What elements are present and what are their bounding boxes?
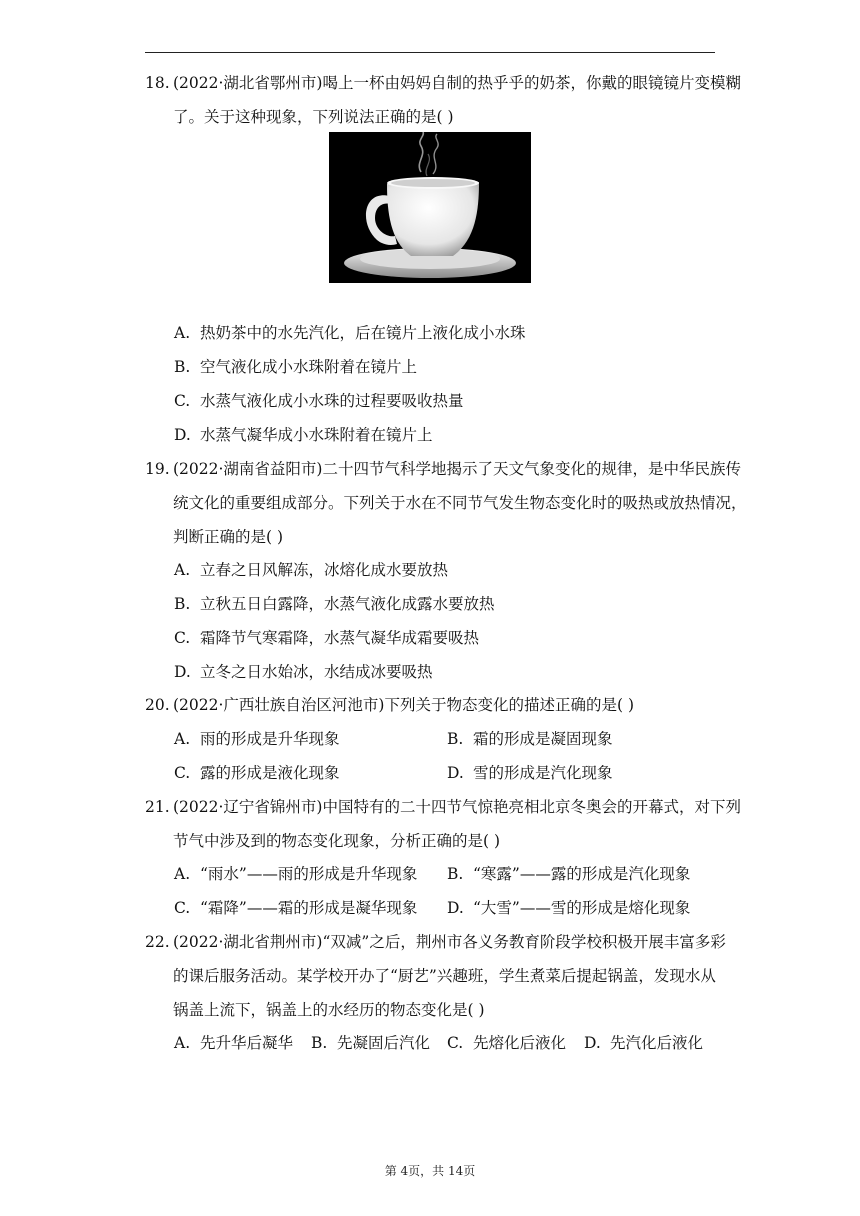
steaming-coffee-cup-icon [329, 132, 531, 283]
question-text: 了。关于这种现象，下列说法正确的是( ) [173, 108, 454, 126]
question-number: 22. [145, 933, 170, 951]
question-text: 统文化的重要组成部分。下列关于水在不同节气发生物态变化时的吸热或放热情况， [173, 494, 747, 512]
question-18-stem [145, 66, 741, 134]
option-text: 水蒸气凝华成小水珠附着在镜片上 [200, 426, 433, 444]
option-d [174, 662, 433, 682]
option-text: 热奶茶中的水先汽化，后在镜片上液化成小水珠 [200, 324, 526, 342]
option-text: 立秋五日白露降，水蒸气液化成露水要放热 [200, 595, 495, 613]
option-d [174, 425, 433, 445]
option-b [174, 357, 417, 377]
question-number: 19. [145, 460, 170, 478]
option-label: A. [174, 1034, 191, 1052]
question-text: (2022·广西壮族自治区河池市)下列关于物态变化的描述正确的是( ) [173, 696, 634, 714]
question-number: 20. [145, 696, 170, 714]
option-a [174, 1033, 293, 1053]
option-text: 霜的形成是凝固现象 [473, 730, 613, 748]
option-text: 空气液化成小水珠附着在镜片上 [200, 358, 418, 376]
option-label: B. [174, 595, 191, 613]
question-21-stem [145, 790, 741, 858]
question-text: 判断正确的是( ) [173, 528, 284, 546]
option-text: “霜降”——霜的形成是凝华现象 [200, 899, 418, 917]
option-b [447, 864, 690, 884]
option-text: “寒露”——露的形成是汽化现象 [473, 865, 691, 883]
option-a [174, 864, 417, 884]
option-label: B. [447, 730, 464, 748]
question-text: 锅盖上流下，锅盖上的水经历的物态变化是( ) [173, 1001, 485, 1019]
option-text: 先升华后凝华 [200, 1034, 294, 1052]
option-label: B. [447, 865, 464, 883]
option-text: 立春之日风解冻，冰熔化成水要放热 [200, 561, 449, 579]
option-d [447, 898, 690, 918]
question-number: 21. [145, 798, 170, 816]
option-text: 雨的形成是升华现象 [200, 730, 340, 748]
option-text: 霜降节气寒霜降，水蒸气凝华成霜要吸热 [200, 629, 480, 647]
header-rule [145, 52, 715, 53]
question-19-stem [145, 452, 747, 554]
option-label: D. [447, 899, 464, 917]
option-text: 雪的形成是汽化现象 [473, 764, 613, 782]
option-label: A. [174, 324, 191, 342]
option-d [584, 1033, 703, 1053]
option-c [174, 628, 479, 648]
option-c [174, 763, 340, 783]
option-c [447, 1033, 566, 1053]
option-d [447, 763, 613, 783]
option-c [174, 898, 417, 918]
option-text: “雨水”——雨的形成是升华现象 [200, 865, 418, 883]
option-text: 先凝固后汽化 [337, 1034, 431, 1052]
option-label: D. [174, 426, 191, 444]
option-text: 水蒸气液化成小水珠的过程要吸收热量 [200, 392, 464, 410]
option-label: B. [174, 358, 191, 376]
question-text: (2022·辽宁省锦州市)中国特有的二十四节气惊艳亮相北京冬奥会的开幕式，对下列 [173, 798, 741, 816]
option-label: D. [584, 1034, 601, 1052]
option-label: D. [447, 764, 464, 782]
option-c [174, 391, 464, 411]
option-label: C. [174, 629, 191, 647]
question-text: (2022·湖北省鄂州市)喝上一杯由妈妈自制的热乎乎的奶茶，你戴的眼镜镜片变模糊 [173, 74, 741, 92]
option-a [174, 323, 526, 343]
option-label: A. [174, 561, 191, 579]
question-text: 节气中涉及到的物态变化现象，分析正确的是( ) [173, 832, 501, 850]
option-label: C. [174, 764, 191, 782]
option-b [447, 729, 613, 749]
option-a [174, 560, 448, 580]
option-label: A. [174, 730, 191, 748]
question-22-stem [145, 925, 726, 1027]
option-b [174, 594, 495, 614]
question-text: 的课后服务活动。某学校开办了“厨艺”兴趣班，学生煮菜后提起锅盖，发现水从 [173, 967, 716, 985]
option-label: C. [174, 392, 191, 410]
question-text: (2022·湖北省荆州市)“双减”之后，荆州市各义务教育阶段学校积极开展丰富多彩 [173, 933, 726, 951]
option-text: 露的形成是液化现象 [200, 764, 340, 782]
option-label: B. [311, 1034, 328, 1052]
option-label: A. [174, 865, 191, 883]
option-text: 先熔化后液化 [473, 1034, 567, 1052]
question-number: 18. [145, 74, 170, 92]
option-a [174, 729, 340, 749]
question-20-stem [145, 688, 634, 722]
option-label: D. [174, 663, 191, 681]
option-label: C. [174, 899, 191, 917]
option-text: 先汽化后液化 [610, 1034, 704, 1052]
option-b [311, 1033, 430, 1053]
page-footer: 第 4页，共 14页 [384, 1164, 476, 1178]
question-text: (2022·湖南省益阳市)二十四节气科学地揭示了天文气象变化的规律，是中华民族传 [173, 460, 741, 478]
option-text: “大雪”——雪的形成是熔化现象 [473, 899, 691, 917]
option-text: 立冬之日水始冰，水结成冰要吸热 [200, 663, 433, 681]
option-label: C. [447, 1034, 464, 1052]
